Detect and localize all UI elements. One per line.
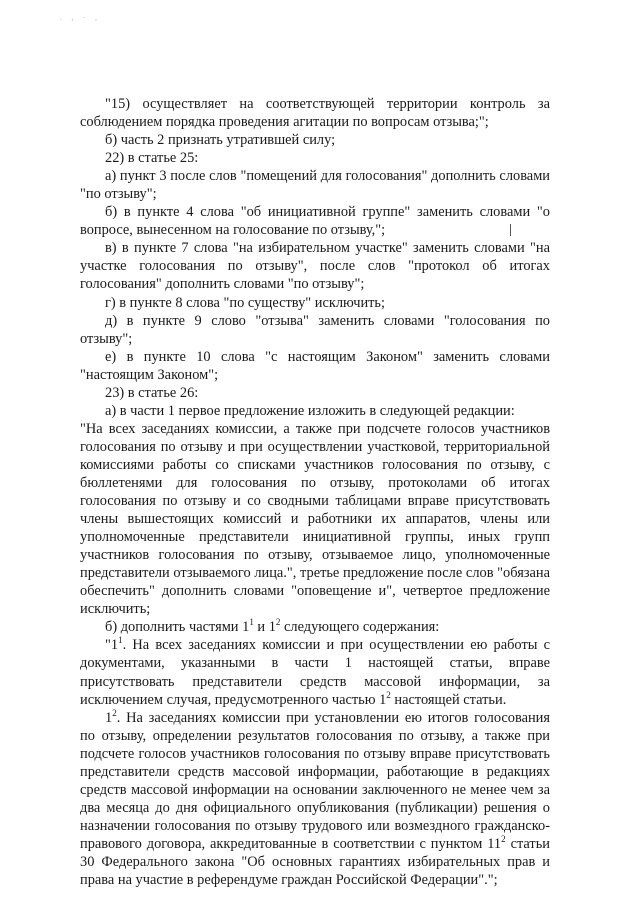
paragraph: "15) осуществляет на соответствующей территории контроль за соблюдением порядка проведения агитации по вопросам отзыва;"; — [80, 96, 550, 131]
superscript: 2 — [501, 834, 506, 845]
document-body — [80, 95, 550, 889]
superscript: 2 — [386, 689, 391, 700]
text-run: настоящей статьи. — [390, 691, 507, 708]
paragraph: б) часть 2 признать утратившей силу; — [105, 132, 336, 149]
text-run: "1 — [105, 637, 119, 654]
paragraph: б) в пункте 4 слова "об инициативной группе" заменить словами "о вопросе, вынесенном на голосование по отзыву,"; — [80, 204, 550, 239]
text-run: б) дополнить частями 1 — [105, 619, 250, 636]
text-run: 1 — [105, 709, 113, 726]
paragraph: а) пункт 3 после слов "помещений для голосования" дополнить словами "по отзыву"; — [80, 168, 550, 203]
paragraph: г) в пункте 8 слова "по существу" исключить; — [105, 294, 385, 311]
text-run: . На заседаниях комиссии при установлении ею итогов голосования по отзыву, определении результатов голосования по отзыву, а также при подсчете голосов участников голосования по отзыву вправе присутствовать представители средств массовой информации, работающие в редакциях средств массовой информации на основании заключенного не менее чем за два месяца до дня официального опубликования (публикации) решения о назначении голосования по отзыву трудового или возмездного гражданско-правового договора, аккредитованные в соответствии с пунктом 11 — [80, 709, 550, 852]
paragraph — [80, 618, 550, 636]
paragraph — [80, 636, 550, 708]
paragraph: а) в части 1 первое предложение изложить в следующей редакции: — [105, 402, 515, 419]
text-run: статьи 30 Федерального закона "Об основных гарантиях избирательных прав и права на участие в референдуме граждан Российской Федерации"."; — [80, 835, 550, 889]
text-run: и 1 — [253, 619, 276, 636]
paragraph: 23) в статье 26: — [105, 384, 199, 401]
superscript: 1 — [249, 617, 254, 628]
paragraph: 22) в статье 25: — [105, 150, 199, 167]
paragraph-quote: "На всех заседаниях комиссии, а также при подсчете голосов участников голосования по отзыву и при осуществлении участковой, территориальной комиссиями работы со списками участников голосования по отзыву, с бюллетенями для голосования по отзыву, протоколами об итогах голосования по отзыву и со сводными таблицами вправе присутствовать члены вышестоящих комиссий и работники их аппаратов, члены или уполномоченные представители инициативной группы, иных групп участников голосования по отзыву, отзываемое лицо, уполномоченные представители отзываемого лица.", третье предложение после слов "обязана обеспечить" дополнить словами "оповещение и", четвертое предложение исключить; — [80, 420, 550, 618]
paragraph: д) в пункте 9 слово "отзыва" заменить словами "голосования по отзыву"; — [80, 312, 550, 347]
paragraph: в) в пункте 7 слова "на избирательном участке" заменить словами "на участке голосования по отзыву", после слов "протокол об итогах голосования" дополнить словами "по отзыву"; — [80, 240, 550, 293]
text-run: . На всех заседаниях комиссии и при осуществлении ею работы с документами, указанными в части 1 настоящей статьи, вправе присутствовать представители средств массовой информации, за исключением случая, предусмотренного частью 1 — [80, 637, 550, 708]
scan-artifact: . , · , — [60, 14, 101, 22]
superscript: 2 — [275, 617, 281, 628]
superscript: 1 — [118, 635, 123, 646]
paragraph: е) в пункте 10 слова "с настоящим Законом" заменить словами "настоящим Законом"; — [80, 348, 550, 383]
paragraph — [80, 709, 550, 889]
text-run: следующего содержания: — [280, 619, 440, 636]
superscript: 2 — [112, 707, 117, 718]
